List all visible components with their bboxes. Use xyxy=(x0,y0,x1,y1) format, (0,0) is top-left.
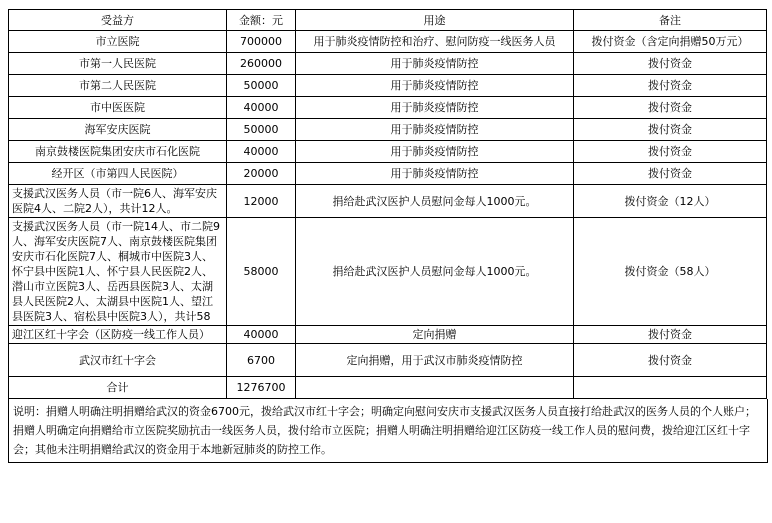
purpose-cell: 用于肺炎疫情防控和治疗、慰问防疫一线医务人员 xyxy=(296,31,574,53)
amount-cell: 6700 xyxy=(227,344,296,377)
remark-cell: 拨付资金 xyxy=(574,97,767,119)
purpose-cell: 用于肺炎疫情防控 xyxy=(296,53,574,75)
header-purpose: 用途 xyxy=(296,10,574,31)
purpose-cell: 用于肺炎疫情防控 xyxy=(296,141,574,163)
total-purpose xyxy=(296,377,574,399)
beneficiary-cell: 支援武汉医务人员（市一院14人、市二院9人、海军安庆医院7人、南京鼓楼医院集团安庆市石化医院7人、桐城市中医院3人、怀宁县中医院1人、怀宁县人民医院2人、潜山市立医院3人、岳西县医院3人、太湖县人民医院2人、太湖县中医院1人、望江县医院3人、宿松县中医院3人），共计58 xyxy=(9,218,227,326)
amount-cell: 40000 xyxy=(227,326,296,344)
donation-allocation-table-container xyxy=(8,9,766,463)
remark-cell: 拨付资金 xyxy=(574,119,767,141)
purpose-cell: 捐给赴武汉医护人员慰问金每人1000元。 xyxy=(296,218,574,326)
amount-cell: 58000 xyxy=(227,218,296,326)
beneficiary-cell: 市立医院 xyxy=(9,31,227,53)
beneficiary-cell: 市第一人民医院 xyxy=(9,53,227,75)
purpose-cell: 用于肺炎疫情防控 xyxy=(296,163,574,185)
amount-cell: 50000 xyxy=(227,119,296,141)
table-row xyxy=(9,75,767,97)
beneficiary-cell: 市第二人民医院 xyxy=(9,75,227,97)
purpose-cell: 用于肺炎疫情防控 xyxy=(296,75,574,97)
remark-cell: 拨付资金 xyxy=(574,344,767,377)
table-row xyxy=(9,185,767,218)
donation-allocation-table xyxy=(8,9,767,399)
beneficiary-cell: 支援武汉医务人员（市一院6人、海军安庆医院4人、二院2人），共计12人。 xyxy=(9,185,227,218)
remark-cell: 拨付资金 xyxy=(574,75,767,97)
remark-cell: 拨付资金 xyxy=(574,326,767,344)
table-row xyxy=(9,344,767,377)
purpose-cell: 用于肺炎疫情防控 xyxy=(296,119,574,141)
amount-cell: 20000 xyxy=(227,163,296,185)
beneficiary-cell: 迎江区红十字会（区防疫一线工作人员） xyxy=(9,326,227,344)
total-row xyxy=(9,377,767,399)
remark-cell: 拨付资金 xyxy=(574,141,767,163)
beneficiary-cell: 武汉市红十字会 xyxy=(9,344,227,377)
table-row xyxy=(9,31,767,53)
remark-cell: 拨付资金（含定向捐赠50万元） xyxy=(574,31,767,53)
header-beneficiary: 受益方 xyxy=(9,10,227,31)
beneficiary-cell: 海军安庆医院 xyxy=(9,119,227,141)
purpose-cell: 捐给赴武汉医护人员慰问金每人1000元。 xyxy=(296,185,574,218)
table-row xyxy=(9,326,767,344)
header-remark: 备注 xyxy=(574,10,767,31)
remark-cell: 拨付资金 xyxy=(574,163,767,185)
purpose-cell: 用于肺炎疫情防控 xyxy=(296,97,574,119)
remark-cell: 拨付资金（12人） xyxy=(574,185,767,218)
table-header-row xyxy=(9,10,767,31)
total-amount: 1276700 xyxy=(227,377,296,399)
total-remark xyxy=(574,377,767,399)
amount-cell: 40000 xyxy=(227,97,296,119)
amount-cell: 700000 xyxy=(227,31,296,53)
table-row xyxy=(9,218,767,326)
explanation-note: 说明：捐赠人明确注明捐赠给武汉的资金6700元，拨给武汉市红十字会；明确定向慰问安庆市支援武汉医务人员直接打给赴武汉的医务人员的个人账户；捐赠人明确定向捐赠给市立医院奖励抗击一线医务人员，拨付给市立医院；捐赠人明确注明捐赠给迎江区防疫一线工作人员的慰问费，拨给迎江区红十字会；其他未注明捐赠给武汉的资金用于本地新冠肺炎的防控工作。 xyxy=(8,399,768,463)
remark-cell: 拨付资金（58人） xyxy=(574,218,767,326)
amount-cell: 40000 xyxy=(227,141,296,163)
header-amount: 金额：元 xyxy=(227,10,296,31)
purpose-cell: 定向捐赠，用于武汉市肺炎疫情防控 xyxy=(296,344,574,377)
table-row xyxy=(9,53,767,75)
remark-cell: 拨付资金 xyxy=(574,53,767,75)
total-label: 合计 xyxy=(9,377,227,399)
beneficiary-cell: 市中医医院 xyxy=(9,97,227,119)
table-row xyxy=(9,119,767,141)
amount-cell: 12000 xyxy=(227,185,296,218)
table-row xyxy=(9,163,767,185)
table-row xyxy=(9,141,767,163)
beneficiary-cell: 南京鼓楼医院集团安庆市石化医院 xyxy=(9,141,227,163)
purpose-cell: 定向捐赠 xyxy=(296,326,574,344)
beneficiary-cell: 经开区（市第四人民医院） xyxy=(9,163,227,185)
table-row xyxy=(9,97,767,119)
amount-cell: 260000 xyxy=(227,53,296,75)
amount-cell: 50000 xyxy=(227,75,296,97)
